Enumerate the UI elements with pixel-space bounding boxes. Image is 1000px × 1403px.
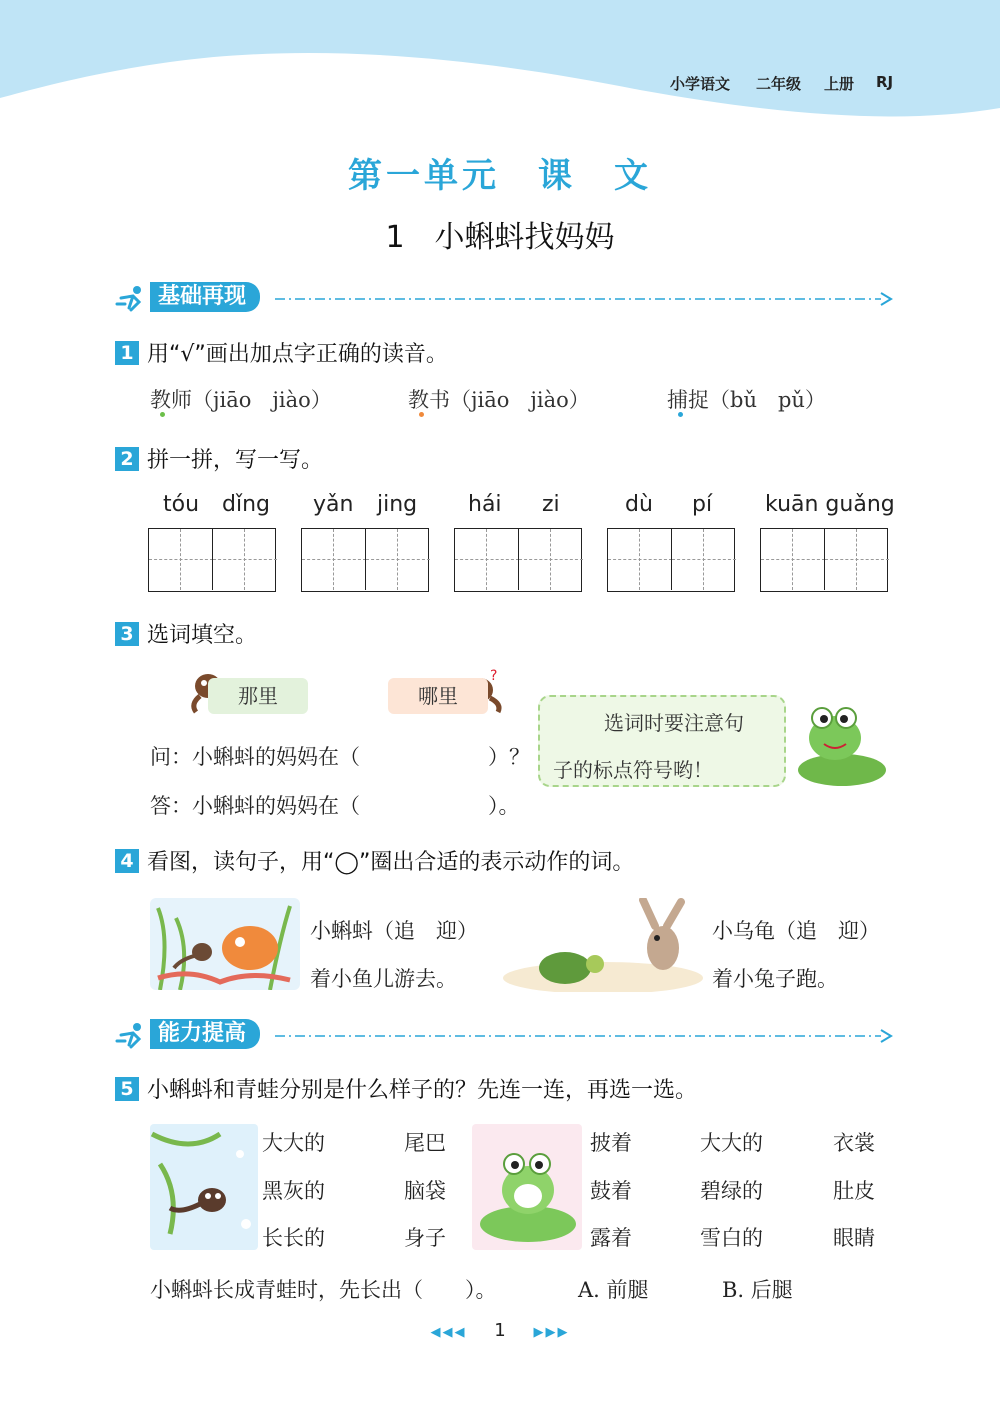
q4-left-line-2: 着小鱼儿游去。 <box>310 967 457 991</box>
q4-right-line-1[interactable]: 小乌龟（追 迎） <box>712 919 880 943</box>
section-basic-label: 基础再现 <box>150 282 260 312</box>
pinyin: dǐng <box>222 492 270 517</box>
q5-choice-b[interactable]: B. 后腿 <box>722 1278 793 1302</box>
q5-right-adj[interactable]: 雪白的 <box>700 1226 763 1250</box>
q4-right-line-2: 着小兔子跑。 <box>712 967 838 991</box>
q5-text: 小蝌蚪和青蛙分别是什么样子的？先连一连，再选一选。 <box>147 1078 698 1103</box>
left-arrows-icon: ◀◀◀ <box>430 1325 467 1340</box>
q2-number: 2 <box>115 447 139 471</box>
header-subject: 小学语文 <box>670 75 731 93</box>
q5-left-adj[interactable]: 大大的 <box>262 1131 325 1155</box>
runner-icon <box>115 284 151 312</box>
pinyin: tóu <box>163 492 200 517</box>
q3-answer-end: ）。 <box>488 794 520 818</box>
q3-ask-start: 问：小蝌蚪的妈妈在（ <box>150 745 360 769</box>
q5-left-adj[interactable]: 长长的 <box>262 1226 325 1250</box>
pinyin: hái <box>468 492 502 517</box>
q2-text: 拼一拼，写一写。 <box>147 448 324 473</box>
unit-title: 第一单元 课 文 <box>348 156 652 196</box>
dash-arrow-line <box>275 292 895 306</box>
q1-text: 用“√”画出加点字正确的读音。 <box>147 342 448 367</box>
q3-answer-start: 答：小蝌蚪的妈妈在（ <box>150 794 360 818</box>
lesson-title <box>0 212 1000 256</box>
q1-item-2[interactable]: 教书（jiāo jiào） <box>408 388 590 412</box>
section-basic-bar <box>115 282 895 316</box>
q5-left-noun[interactable]: 脑袋 <box>404 1179 446 1203</box>
q5-right-noun[interactable]: 肚皮 <box>833 1179 875 1203</box>
page-footer <box>0 1320 1000 1341</box>
q5-left-noun[interactable]: 尾巴 <box>404 1131 446 1155</box>
q2-prompt <box>115 443 323 474</box>
q5-right-verb[interactable]: 鼓着 <box>590 1179 632 1203</box>
lesson-number: 1 <box>385 220 405 255</box>
q1-item-3[interactable]: 捕捉（bǔ pǔ） <box>667 388 826 412</box>
section-advanced-label: 能力提高 <box>150 1019 260 1049</box>
runner-icon <box>115 1021 151 1049</box>
q5-right-adj[interactable]: 大大的 <box>700 1131 763 1155</box>
q1-prompt <box>115 337 448 368</box>
option-nali-question[interactable]: 哪里 <box>388 678 488 714</box>
writing-grid[interactable] <box>301 528 429 592</box>
q5-prompt <box>115 1073 697 1104</box>
q4-left-line-1[interactable]: 小蝌蚪（追 迎） <box>310 919 478 943</box>
q5-right-adj[interactable]: 碧绿的 <box>700 1179 763 1203</box>
q5-left-adj[interactable]: 黑灰的 <box>262 1179 325 1203</box>
writing-grid[interactable] <box>148 528 276 592</box>
frog-on-leaf-icon <box>790 700 890 792</box>
q5-question: 小蝌蚪长成青蛙时，先长出（ ）。 <box>150 1278 497 1302</box>
q4-number: 4 <box>115 849 139 873</box>
page-number: 1 <box>494 1320 506 1341</box>
q5-right-noun[interactable]: 眼睛 <box>833 1226 875 1250</box>
pinyin: yǎn <box>313 492 354 517</box>
frog-illustration <box>472 1124 582 1250</box>
q1-number: 1 <box>115 341 139 365</box>
q5-choice-a[interactable]: A. 前腿 <box>578 1278 649 1302</box>
q3-prompt <box>115 618 257 649</box>
writing-grid[interactable] <box>454 528 582 592</box>
q1-item-1[interactable]: 教师（jiāo jiào） <box>150 388 332 412</box>
header-grade: 二年级 <box>756 75 802 93</box>
tadpole-illustration <box>150 1124 258 1250</box>
dash-arrow-line <box>275 1029 895 1043</box>
header-volume: 上册 <box>824 75 855 93</box>
right-arrows-icon: ▶▶▶ <box>533 1325 570 1340</box>
lesson-name: 小蝌蚪找妈妈 <box>434 220 615 255</box>
pinyin: zi <box>542 492 560 517</box>
pinyin: jing <box>377 492 418 517</box>
tip-line-2: 子的标点符号哟！ <box>553 758 713 782</box>
q5-left-noun[interactable]: 身子 <box>404 1226 446 1250</box>
emphasis-dot <box>419 412 424 417</box>
q3-ask-end: ）？ <box>488 745 530 769</box>
writing-grid[interactable] <box>607 528 735 592</box>
q3-number: 3 <box>115 622 139 646</box>
header-wave-banner <box>0 0 1000 135</box>
svg-text:?: ? <box>490 668 498 684</box>
header-edition: RJ <box>876 73 894 91</box>
q5-number: 5 <box>115 1077 139 1101</box>
pinyin: pí <box>692 492 713 517</box>
q4-prompt <box>115 845 634 876</box>
emphasis-dot <box>678 412 683 417</box>
option-nali[interactable]: 那里 <box>208 678 308 714</box>
emphasis-dot <box>160 412 165 417</box>
q3-text: 选词填空。 <box>147 623 258 648</box>
tadpole-fish-illustration <box>150 898 300 990</box>
q5-right-verb[interactable]: 披着 <box>590 1131 632 1155</box>
q5-right-noun[interactable]: 衣裳 <box>833 1131 875 1155</box>
writing-grid[interactable] <box>760 528 888 592</box>
q4-text: 看图，读句子，用“◯”圈出合适的表示动作的词。 <box>147 850 635 875</box>
tip-line-1: 选词时要注意句 <box>604 711 744 735</box>
pinyin: kuān guǎng <box>765 492 895 517</box>
pinyin: dù <box>625 492 653 517</box>
turtle-rabbit-illustration <box>503 898 703 992</box>
q5-right-verb[interactable]: 露着 <box>590 1226 632 1250</box>
section-advanced-bar <box>115 1019 895 1053</box>
